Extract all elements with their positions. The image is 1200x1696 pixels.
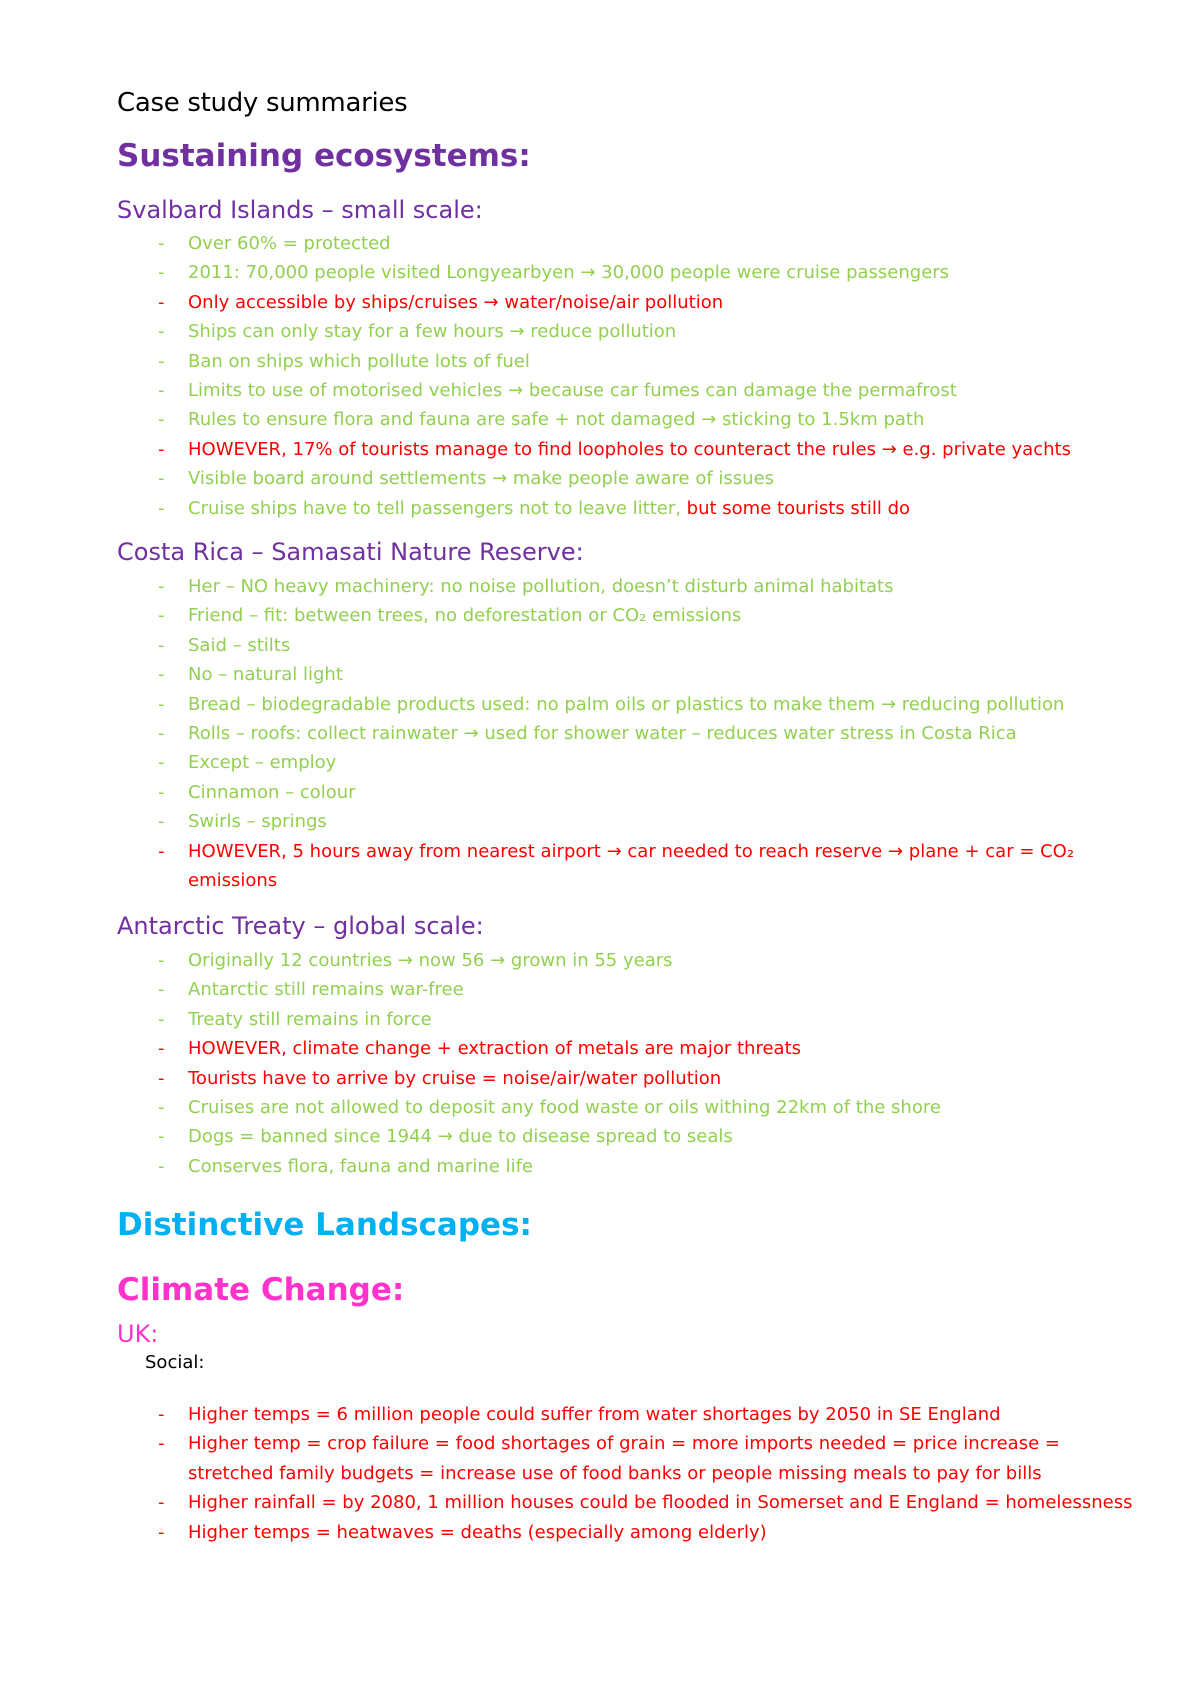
list-item: [158, 1429, 1148, 1488]
item-text-part: Originally 12 countries: [188, 950, 398, 971]
svalbard-list: [158, 229, 1148, 494]
bullet-dash: -: [158, 576, 165, 597]
item-text: [188, 439, 1071, 460]
heading-costa-rica: Costa Rica – Samasati Nature Reserve:: [117, 538, 584, 566]
item-text: [188, 811, 327, 832]
item-text-part: Her – NO heavy machinery: no noise pollution, doesn’t disturb animal habitats: [188, 576, 894, 597]
bullet-dash: -: [158, 409, 165, 431]
item-text-part: because car fumes can damage the permafrost: [523, 380, 957, 402]
item-text: [188, 605, 741, 626]
arrow-icon: →: [508, 380, 524, 402]
arrow-icon: →: [437, 1126, 453, 1148]
list-item: [158, 1152, 1148, 1181]
item-text: [188, 1156, 533, 1177]
list-item: [158, 807, 1148, 836]
item-text-part: plane + car = CO₂ emissions: [188, 840, 1075, 892]
list-item: [158, 1093, 1148, 1122]
item-text-part: Cinnamon – colour: [188, 781, 356, 803]
item-text-part: Treaty still remains in force: [188, 1008, 432, 1030]
list-item: [158, 347, 1148, 376]
list-item: [158, 229, 1148, 258]
item-text-part: now 56: [412, 950, 491, 971]
item-text-part: 30,000 people were cruise passengers: [595, 262, 950, 284]
item-text: [188, 351, 530, 372]
heading-climate-change: Climate Change:: [117, 1272, 405, 1308]
heading-svalbard: Svalbard Islands – small scale:: [117, 196, 483, 224]
item-text: [188, 1126, 733, 1147]
bullet-dash: -: [158, 497, 165, 519]
item-text: [188, 321, 676, 342]
antarctic-list: [158, 946, 1148, 1181]
list-item: [158, 631, 1148, 660]
arrow-icon: →: [887, 840, 904, 862]
item-text: [188, 782, 356, 803]
item-text: [188, 979, 464, 1000]
item-text: [188, 1068, 721, 1089]
bullet-dash: -: [158, 634, 165, 656]
item-text: [188, 576, 893, 597]
item-text-part: make people aware of issues: [507, 468, 775, 490]
item-text-part: Higher temps = heatwaves = deaths (especially among elderly): [188, 1521, 767, 1543]
item-text-part: Dogs = banned since 1944: [188, 1126, 438, 1148]
list-item: [158, 405, 1148, 434]
item-text-part: water/noise/air pollution: [498, 291, 724, 313]
list-item: [158, 1122, 1148, 1151]
item-text-part: sticking to 1.5km path: [716, 409, 925, 431]
bullet-dash: -: [158, 1155, 165, 1177]
bullet-dash: -: [158, 468, 165, 490]
item-text-part: Higher temps = 6 million people could suffer from water shortages by 2050 in SE England: [188, 1404, 1001, 1425]
item-text: [188, 262, 949, 283]
item-text-part: reduce pollution: [524, 321, 677, 343]
list-item: [158, 1005, 1148, 1034]
item-text-part: grown in 55 years: [505, 950, 673, 971]
heading-antarctic: Antarctic Treaty – global scale:: [117, 912, 484, 940]
item-text: [188, 1404, 1001, 1425]
bullet-dash: -: [158, 233, 165, 254]
document-title: Case study summaries: [117, 88, 408, 118]
bullet-dash: -: [158, 321, 165, 343]
list-item: [158, 376, 1148, 405]
bullet-dash: -: [158, 723, 165, 745]
arrow-icon: →: [490, 950, 506, 971]
svalbard-list-last: [158, 494, 1148, 523]
item-text-part: Rules to ensure flora and fauna are safe + not damaged: [188, 409, 702, 431]
item-text: [188, 635, 290, 656]
bullet-dash: -: [158, 605, 165, 627]
arrow-icon: →: [606, 840, 622, 862]
item-text-part: HOWEVER, climate change + extraction of metals are major threats: [188, 1038, 802, 1060]
item-text-part: Bread – biodegradable products used: no palm oils or plastics to make them: [188, 693, 881, 715]
bullet-dash: -: [158, 1433, 165, 1455]
item-text: [188, 1038, 801, 1059]
item-text-red: but some tourists still do: [680, 497, 911, 519]
list-item: [158, 494, 1148, 523]
list-item: [158, 1518, 1148, 1547]
item-text: [188, 380, 957, 401]
item-text-part: Only accessible by ships/cruises: [188, 291, 484, 313]
item-text-part: Higher temp = crop failure = food shortages of grain = more imports needed = price increase = stretched family budgets = increase use of food banks or people missing meals to pay for bills: [188, 1433, 1060, 1484]
list-item: [158, 690, 1148, 719]
bullet-dash: -: [158, 664, 165, 686]
list-item: [158, 464, 1148, 493]
arrow-icon: →: [509, 321, 525, 343]
arrow-icon: →: [463, 723, 479, 745]
arrow-icon: →: [880, 693, 897, 715]
list-item: [158, 258, 1148, 287]
arrow-icon: →: [701, 409, 717, 431]
list-item: [158, 1400, 1148, 1429]
item-text: [188, 409, 924, 430]
item-text: [188, 1097, 941, 1118]
item-text-part: Friend – fit: between trees, no deforestation or CO₂ emissions: [188, 605, 742, 627]
item-text-part: 2011: 70,000 people visited Longyearbyen: [188, 262, 581, 284]
bullet-dash: -: [158, 840, 165, 862]
list-item: [158, 946, 1148, 975]
heading-distinctive-landscapes: Distinctive Landscapes:: [117, 1207, 532, 1243]
list-item: [158, 660, 1148, 689]
bullet-dash: -: [158, 979, 165, 1001]
item-text: [188, 292, 723, 313]
item-text-part: Ban on ships which pollute lots of fuel: [188, 350, 530, 372]
list-item: [158, 837, 1148, 896]
item-text: [188, 1492, 1132, 1513]
arrow-icon: →: [397, 950, 413, 971]
bullet-dash: -: [158, 380, 165, 402]
item-text: [188, 752, 336, 773]
item-text-part: Said – stilts: [188, 634, 291, 656]
item-text-part: e.g. private yachts: [896, 438, 1071, 460]
item-text-part: Tourists have to arrive by cruise = noise/air/water pollution: [188, 1067, 722, 1089]
item-text: [188, 950, 673, 971]
bullet-dash: -: [158, 1067, 165, 1089]
arrow-icon: →: [483, 291, 499, 313]
bullet-dash: -: [158, 262, 165, 284]
item-text-part: HOWEVER, 5 hours away from nearest airport: [188, 840, 607, 862]
bullet-dash: -: [158, 693, 165, 715]
item-text: [188, 1522, 767, 1543]
arrow-icon: →: [881, 438, 897, 460]
item-text-part: due to disease spread to seals: [452, 1126, 733, 1148]
list-item: [158, 1064, 1148, 1093]
item-text: [188, 1009, 432, 1030]
bullet-dash: -: [158, 811, 165, 833]
item-text-part: Visible board around settlements: [188, 468, 493, 490]
list-item: [158, 1034, 1148, 1063]
item-text-part: reducing pollution: [896, 693, 1065, 715]
item-text-part: Except – employ: [188, 752, 337, 774]
item-text: [188, 233, 391, 254]
bullet-dash: -: [158, 1521, 165, 1543]
list-item: [158, 572, 1148, 601]
arrow-icon: →: [580, 262, 596, 284]
list-item: [158, 288, 1148, 317]
item-text: [188, 841, 1074, 891]
bullet-dash: -: [158, 1126, 165, 1148]
list-item: [158, 748, 1148, 777]
bullet-dash: -: [158, 1404, 165, 1425]
item-text-part: Rolls – roofs: collect rainwater: [188, 723, 464, 745]
item-text-part: Cruises are not allowed to deposit any food waste or oils withing 22km of the shore: [188, 1097, 941, 1119]
bullet-dash: -: [158, 291, 165, 313]
heading-uk: UK:: [117, 1320, 159, 1348]
item-text: [188, 468, 774, 489]
bullet-dash: -: [158, 1492, 165, 1514]
item-text: [188, 723, 1017, 744]
bullet-dash: -: [158, 781, 165, 803]
bullet-dash: -: [158, 1008, 165, 1030]
list-item: [158, 719, 1148, 748]
item-text-part: Antarctic still remains war-free: [188, 979, 464, 1001]
subheading-social: Social:: [145, 1352, 205, 1373]
list-item: [158, 778, 1148, 807]
uk-list: [158, 1400, 1148, 1547]
item-text-green: Cruise ships have to tell passengers not to leave litter,: [188, 497, 681, 519]
bullet-dash: -: [158, 350, 165, 372]
arrow-icon: →: [492, 468, 508, 490]
list-item: [158, 435, 1148, 464]
item-text-part: Swirls – springs: [188, 811, 327, 833]
item-text-part: Limits to use of motorised vehicles: [188, 380, 508, 402]
list-item: [158, 1488, 1148, 1517]
item-text-part: Ships can only stay for a few hours: [188, 321, 510, 343]
bullet-dash: -: [158, 950, 165, 971]
bullet-dash: -: [158, 1097, 165, 1119]
item-text-part: Higher rainfall = by 2080, 1 million houses could be flooded in Somerset and E England = homelessness: [188, 1492, 1133, 1514]
bullet-dash: -: [158, 752, 165, 774]
item-text-part: HOWEVER, 17% of tourists manage to find loopholes to counteract the rules: [188, 438, 882, 460]
item-text-part: No – natural light: [188, 664, 343, 686]
item-text: [188, 664, 343, 685]
item-text-part: car needed to reach reserve: [621, 840, 888, 862]
item-text-part: Conserves flora, fauna and marine life: [188, 1155, 533, 1177]
item-text-part: Over 60% = protected: [188, 233, 391, 254]
list-item: [158, 601, 1148, 630]
bullet-dash: -: [158, 1038, 165, 1060]
list-item: [158, 975, 1148, 1004]
item-text: [188, 694, 1064, 715]
item-text: [188, 1433, 1060, 1483]
item-text-part: used for shower water – reduces water stress in Costa Rica: [478, 723, 1017, 745]
costa-rica-list: [158, 572, 1148, 895]
bullet-dash: -: [158, 438, 165, 460]
list-item: [158, 317, 1148, 346]
heading-sustaining-ecosystems: Sustaining ecosystems:: [117, 138, 531, 174]
